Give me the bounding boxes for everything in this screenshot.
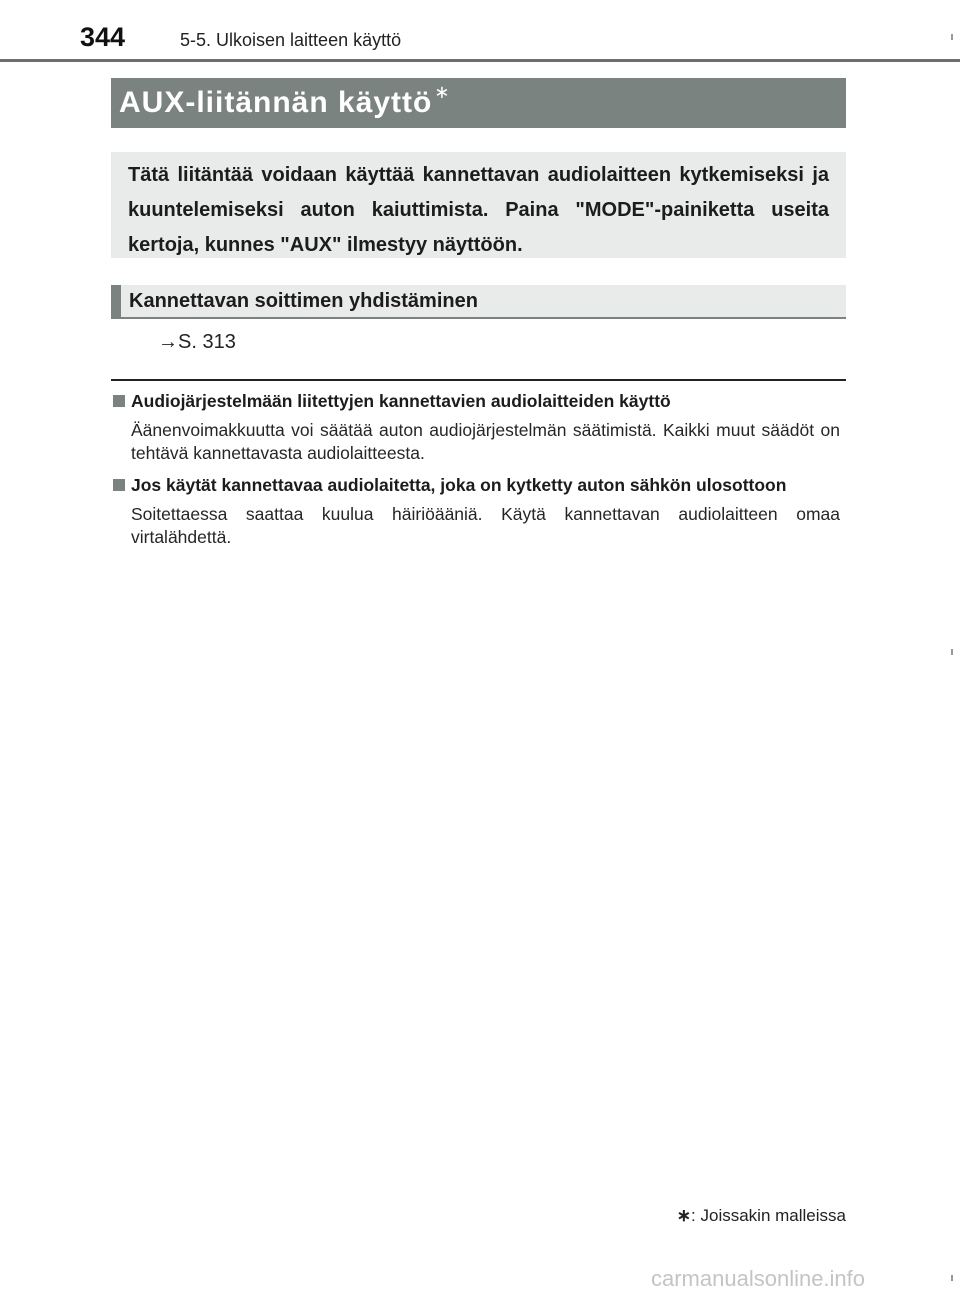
- item-body: Soitettaessa saattaa kuulua häiriöääniä. Käytä kannettavan audiolaitteen omaa virtalähdettä.: [131, 504, 840, 547]
- asterisk-icon: ∗: [676, 1206, 692, 1225]
- intro-box: [111, 152, 846, 258]
- page-number: 344: [80, 22, 126, 52]
- title-bar: [111, 78, 846, 128]
- page-title: AUX-liitännän käyttö: [119, 86, 433, 119]
- header-rule: [0, 59, 960, 62]
- crop-mark: [951, 34, 953, 40]
- item-heading-text: Jos käytät kannettavaa audiolaitetta, joka on kytketty auton sähkön ulosottoon: [131, 475, 787, 495]
- item-heading: [111, 390, 846, 413]
- list-item: [111, 390, 846, 465]
- square-bullet-icon: [113, 395, 125, 407]
- footnote-text: : Joissakin malleissa: [691, 1206, 846, 1225]
- crop-mark: [951, 649, 953, 655]
- item-heading: [111, 474, 846, 497]
- list-item: [111, 474, 846, 549]
- square-bullet-icon: [113, 479, 125, 491]
- watermark: carmanualsonline.info: [651, 1266, 866, 1291]
- crop-mark: [951, 1275, 953, 1281]
- asterisk-icon: ∗: [434, 82, 450, 102]
- item-body: Äänenvoimakkuutta voi säätää auton audiojärjestelmän säätimistä. Kaikki muut säädöt on tehtävä kannettavasta audiolaitteesta.: [131, 420, 840, 463]
- divider: [111, 379, 846, 381]
- footnote: [677, 1206, 846, 1226]
- item-heading-text: Audiojärjestelmään liitettyjen kannettavien audiolaitteiden käyttö: [131, 391, 671, 411]
- subsection-header: [111, 285, 846, 319]
- page-reference: →S. 313: [158, 331, 236, 353]
- section-label: 5-5. Ulkoisen laitteen käyttö: [180, 30, 402, 50]
- intro-text: Tätä liitäntää voidaan käyttää kannettavan audiolaitteen kytkemiseksi ja kuuntelemiseksi auton kaiuttimista. Paina "MODE"-painiketta useita kertoja, kunnes "AUX" ilmestyy näyttöön.: [128, 164, 829, 256]
- subsection-title: Kannettavan soittimen yhdistäminen: [129, 289, 478, 312]
